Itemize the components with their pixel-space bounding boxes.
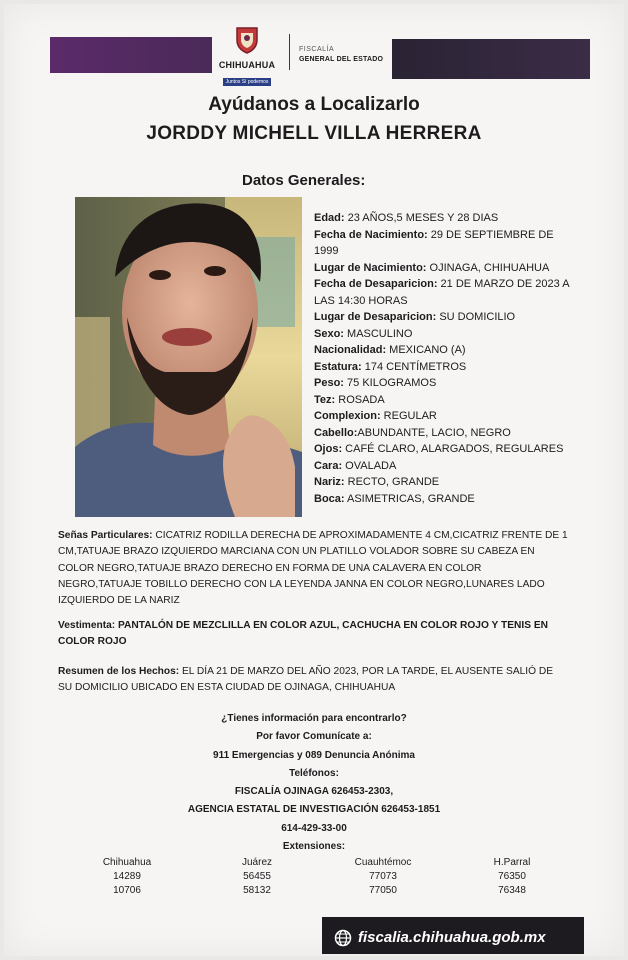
- detail-row: Sexo: MASCULINO: [314, 327, 413, 340]
- detail-row: Fecha de Desaparicion: 21 DE MARZO DE 2023 A LAS 14:30 HORAS: [314, 278, 569, 307]
- globe-icon: [334, 929, 352, 947]
- detail-row: Nariz: RECTO, GRANDE: [314, 476, 440, 488]
- shield-icon: [235, 26, 259, 54]
- person-photo: [75, 197, 302, 517]
- detail-row: Lugar de Nacimiento: OJINAGA, CHIHUAHUA: [314, 261, 550, 274]
- phone-agencia: AGENCIA ESTATAL DE INVESTIGACIÓN 626453-1851: [187, 804, 441, 816]
- extension-column: Chihuahua 14289 10706: [102, 857, 152, 896]
- detail-row: Boca: ASIMETRICAS, GRANDE: [314, 492, 475, 505]
- org-name: [299, 45, 383, 65]
- extensions-label: Extensiones:: [282, 841, 346, 853]
- detail-row: Complexion: REGULAR: [314, 410, 437, 422]
- logo-state-text: CHIHUAHUA: [218, 60, 276, 70]
- header-divider: [289, 34, 290, 70]
- clothing: Vestimenta: PANTALÓN DE MEZCLILLA EN COLOR AZUL, CACHUCHA EN COLOR ROJO Y TENIS EN COLOR ROJO: [58, 620, 548, 648]
- contact-info: [0, 710, 628, 856]
- person-name: JORDDY MICHELL VILLA HERRERA: [146, 123, 482, 144]
- extension-column: Cuauhtémoc 77073 77050: [354, 857, 412, 896]
- detail-row: Cabello:ABUNDANTE, LACIO, NEGRO: [314, 426, 511, 439]
- detail-row: Cara: OVALADA: [314, 459, 397, 472]
- general-data-list: [314, 210, 574, 507]
- org-line2: GENERAL DEL ESTADO: [299, 56, 384, 63]
- detail-row: Tez: ROSADA: [314, 393, 385, 406]
- contact-question: ¿Tienes información para encontrarlo?: [221, 713, 407, 724]
- event-summary: Resumen de los Hechos: EL DÍA 21 DE MARZO DEL AÑO 2023, POR LA TARDE, EL AUSENTE SALIÓ DE SU DOMICILIO UBICADO EN ESTA CIUDAD DE OJINAGA, CHIHUAHUA: [58, 666, 554, 694]
- detail-row: Nacionalidad: MEXICANO (A): [314, 344, 466, 356]
- distinguishing-marks: Señas Particulares: CICATRIZ RODILLA DERECHA DE APROXIMADAMENTE 4 CM,CICATRIZ FRENTE DE 1 CM,TATUAJE BRAZO IZQUIERDO MARCIANA CON UN PLATILLO VOLADOR SOBRE SU CABEZA EN COLOR NEGRO,TATUAJE BRAZO DERECHO EN FORMA DE UNA CALAVERA EN COLOR NEGRO,TATUAJE TOBILLO DERECHO CON LA LEYENDA JANNA EN COLOR NEGRO,LUNARES LADO IZQUIERDO DE LA NARIZ: [58, 530, 568, 607]
- detail-row: Lugar de Desaparicion: SU DOMICILIO: [314, 311, 516, 323]
- detail-row: Ojos: CAFÉ CLARO, ALARGADOS, REGULARES: [314, 443, 564, 455]
- website-link[interactable]: fiscalia.chihuahua.gob.mx: [358, 929, 546, 946]
- extension-column: Juárez 56455 58132: [241, 857, 272, 896]
- detail-row: Estatura: 174 CENTÍMETROS: [314, 360, 467, 373]
- phone-main: 614-429-33-00: [281, 822, 347, 834]
- contact-call: Por favor Comunícate a:: [256, 731, 372, 743]
- header-band-left: [50, 37, 212, 73]
- state-logo: [213, 26, 281, 88]
- header-band-right: [392, 39, 590, 79]
- org-line1: FISCALÍA: [299, 46, 335, 53]
- emergency-numbers: 911 Emergencias y 089 Denuncia Anónima: [213, 749, 415, 761]
- logo-tag: Juntos Sí podemos: [223, 78, 272, 86]
- poster-heading: Ayúdanos a Localizarlo: [208, 94, 420, 115]
- detail-row: Edad: 23 AÑOS,5 MESES Y 28 DIAS: [314, 212, 499, 224]
- detail-row: Peso: 75 KILOGRAMOS: [314, 377, 437, 389]
- phones-label: Teléfonos:: [289, 767, 339, 779]
- section-title: Datos Generales:: [242, 172, 366, 189]
- phone-fiscalia: FISCALÍA OJINAGA 626453-2303,: [234, 786, 394, 798]
- detail-row: Fecha de Nacimiento: 29 DE SEPTIEMBRE DE 1999: [314, 228, 554, 257]
- extension-column: H.Parral 76350 76348: [493, 857, 531, 896]
